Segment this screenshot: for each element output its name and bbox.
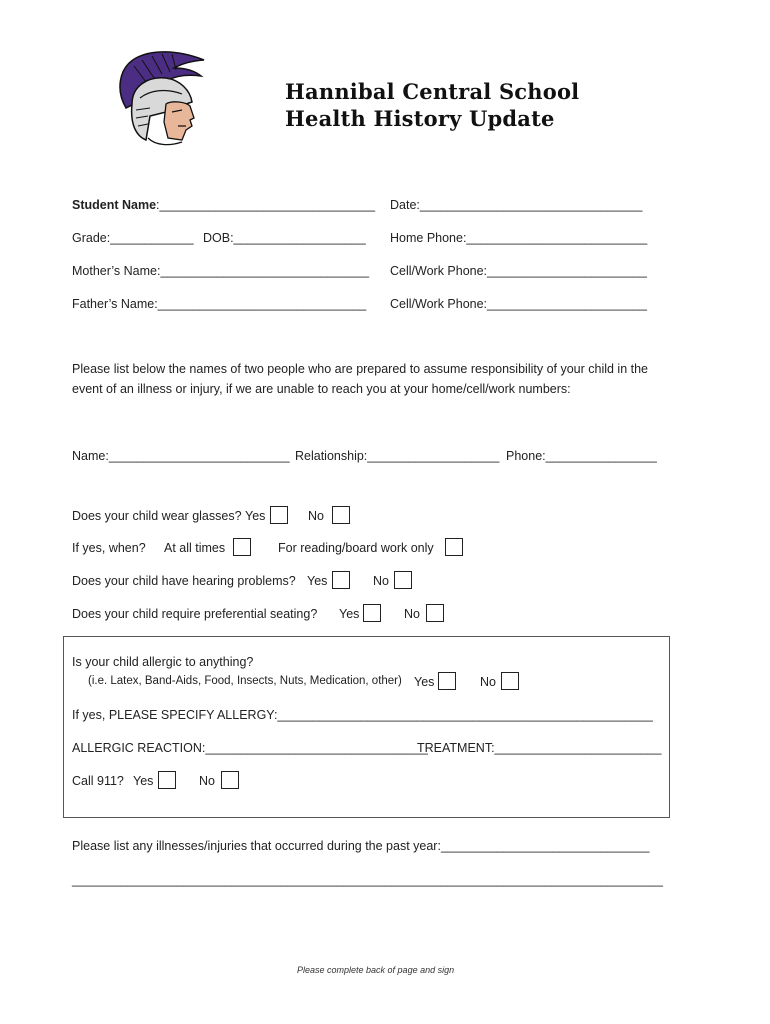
mother-cell-field[interactable]: Cell/Work Phone:_______________________	[390, 264, 647, 278]
emergency-relationship-field[interactable]: Relationship:___________________	[295, 449, 500, 463]
father-cell-field[interactable]: Cell/Work Phone:_______________________	[390, 297, 647, 311]
at-all-times-checkbox[interactable]	[233, 538, 251, 556]
illness-extra-line[interactable]: _____________________________________________________________________________________	[72, 873, 663, 887]
father-name-field[interactable]: Father’s Name:______________________________	[72, 297, 367, 311]
student-name-blank: :_______________________________	[156, 198, 376, 212]
spartan-helmet-icon	[106, 46, 210, 150]
hearing-no-checkbox[interactable]	[394, 571, 412, 589]
glasses-no-checkbox[interactable]	[332, 506, 350, 524]
dob-field[interactable]: DOB:___________________	[203, 231, 366, 245]
school-logo	[106, 46, 210, 150]
call-911-yes-checkbox[interactable]	[158, 771, 176, 789]
treatment-field[interactable]: TREATMENT:________________________	[417, 741, 662, 755]
seating-yes-label: Yes	[339, 607, 360, 621]
mother-name-field[interactable]: Mother’s Name:______________________________	[72, 264, 370, 278]
allergy-no-label: No	[480, 675, 496, 689]
seating-yes-checkbox[interactable]	[363, 604, 381, 622]
allergy-yes-checkbox[interactable]	[438, 672, 456, 690]
footer-note: Please complete back of page and sign	[297, 965, 455, 975]
emergency-instructions-2: event of an illness or injury, if we are unable to reach you at your home/cell/work numbers:	[72, 382, 571, 396]
illness-field[interactable]: Please list any illnesses/injuries that occurred during the past year:______________________________	[72, 839, 650, 853]
hearing-yes-label: Yes	[307, 574, 328, 588]
glasses-yes-checkbox[interactable]	[270, 506, 288, 524]
glasses-no-label: No	[308, 509, 324, 523]
emergency-instructions-1: Please list below the names of two people who are prepared to assume responsibility of your child in the	[72, 362, 649, 376]
seating-question: Does your child require preferential seating?	[72, 607, 318, 621]
hearing-question: Does your child have hearing problems?	[72, 574, 296, 588]
student-name-label: Student Name	[72, 198, 157, 212]
call-911-yes-label: Yes	[133, 774, 154, 788]
glasses-yes-label: Yes	[245, 509, 266, 523]
emergency-phone-field[interactable]: Phone:________________	[506, 449, 657, 463]
page-title: Hannibal Central School	[285, 79, 580, 104]
emergency-name-field[interactable]: Name:__________________________	[72, 449, 290, 463]
student-name-field[interactable]	[72, 198, 375, 212]
home-phone-field[interactable]: Home Phone:__________________________	[390, 231, 648, 245]
glasses-when-label: If yes, when?	[72, 541, 146, 555]
allergy-specify-field[interactable]: If yes, PLEASE SPECIFY ALLERGY:______________________________________________________	[72, 708, 653, 722]
grade-field[interactable]: Grade:____________	[72, 231, 194, 245]
seating-no-label: No	[404, 607, 420, 621]
glasses-question: Does your child wear glasses?	[72, 509, 242, 523]
seating-no-checkbox[interactable]	[426, 604, 444, 622]
allergic-reaction-field[interactable]: ALLERGIC REACTION:________________________________	[72, 741, 428, 755]
call-911-label: Call 911?	[72, 774, 124, 788]
allergy-examples: (i.e. Latex, Band-Aids, Food, Insects, Nuts, Medication, other)	[88, 675, 402, 687]
call-911-no-label: No	[199, 774, 215, 788]
allergy-no-checkbox[interactable]	[501, 672, 519, 690]
allergy-yes-label: Yes	[414, 675, 435, 689]
reading-label: For reading/board work only	[278, 541, 434, 555]
hearing-no-label: No	[373, 574, 389, 588]
call-911-no-checkbox[interactable]	[221, 771, 239, 789]
allergy-question: Is your child allergic to anything?	[72, 655, 254, 669]
date-field[interactable]: Date:________________________________	[390, 198, 643, 212]
page-subtitle: Health History Update	[285, 106, 555, 131]
at-all-times-label: At all times	[164, 541, 226, 555]
reading-checkbox[interactable]	[445, 538, 463, 556]
hearing-yes-checkbox[interactable]	[332, 571, 350, 589]
